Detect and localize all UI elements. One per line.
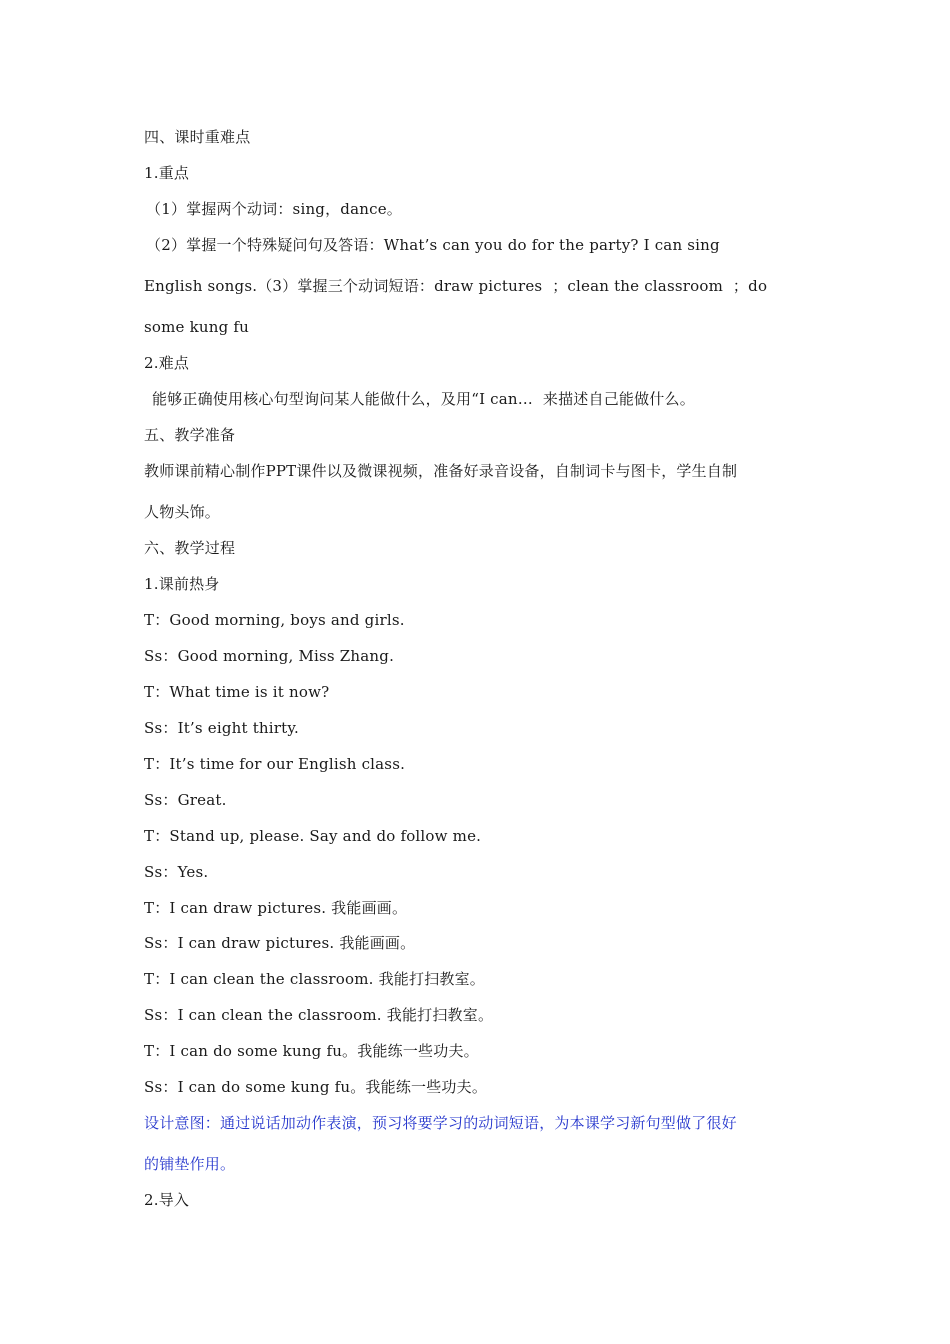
dialogue-line: T：I can draw pictures. 我能画画。: [144, 899, 408, 917]
section-heading-4: 四、课时重难点: [144, 128, 251, 146]
dialogue-line: T：I can clean the classroom. 我能打扫教室。: [144, 970, 485, 988]
dialogue-line: T：I can do some kung fu。我能练一些功夫。: [144, 1042, 479, 1060]
section-heading-6: 六、教学过程: [144, 539, 236, 557]
key-point-2-line-3: some kung fu: [144, 318, 249, 336]
dialogue-line: Ss：Great.: [144, 791, 227, 809]
dialogue-line: Ss：I can do some kung fu。我能练一些功夫。: [144, 1078, 488, 1096]
dialogue-line: T：Stand up, please. Say and do follow me.: [144, 827, 482, 845]
dialogue-line: Ss：I can clean the classroom. 我能打扫教室。: [144, 1006, 494, 1024]
dialogue-line: T：What time is it now?: [144, 683, 330, 701]
difficulty-text: 能够正确使用核心句型询问某人能做什么，及用“I can… 来描述自己能做什么。: [152, 390, 695, 408]
dialogue-line: Ss：It’s eight thirty.: [144, 719, 300, 737]
lead-in-heading: 2.导入: [144, 1191, 190, 1209]
dialogue-line: Ss：Yes.: [144, 863, 209, 881]
difficulty-heading: 2.难点: [144, 354, 190, 372]
preparation-line-2: 人物头饰。: [144, 503, 221, 521]
key-point-2-line-1: （2）掌握一个特殊疑问句及答语：What’s can you do for the party? I can sing: [146, 236, 720, 254]
dialogue-line: Ss：I can draw pictures. 我能画画。: [144, 934, 416, 952]
dialogue-line: T：It’s time for our English class.: [144, 755, 406, 773]
design-intent-line-1: 设计意图：通过说话加动作表演，预习将要学习的动词短语，为本课学习新句型做了很好: [144, 1114, 737, 1132]
preparation-line-1: 教师课前精心制作PPT课件以及微课视频，准备好录音设备，自制词卡与图卡，学生自制: [144, 462, 738, 480]
key-points-heading: 1.重点: [144, 164, 190, 182]
key-point-2-line-2: English songs.（3）掌握三个动词短语：draw pictures ；clean the classroom ；do: [144, 277, 768, 295]
key-point-1: （1）掌握两个动词：sing，dance。: [146, 200, 402, 218]
dialogue-line: T：Good morning, boys and girls.: [144, 611, 405, 629]
warmup-heading: 1.课前热身: [144, 575, 220, 593]
section-heading-5: 五、教学准备: [144, 426, 236, 444]
dialogue-line: Ss：Good morning, Miss Zhang.: [144, 647, 395, 665]
design-intent-line-2: 的铺垫作用。: [144, 1155, 236, 1173]
